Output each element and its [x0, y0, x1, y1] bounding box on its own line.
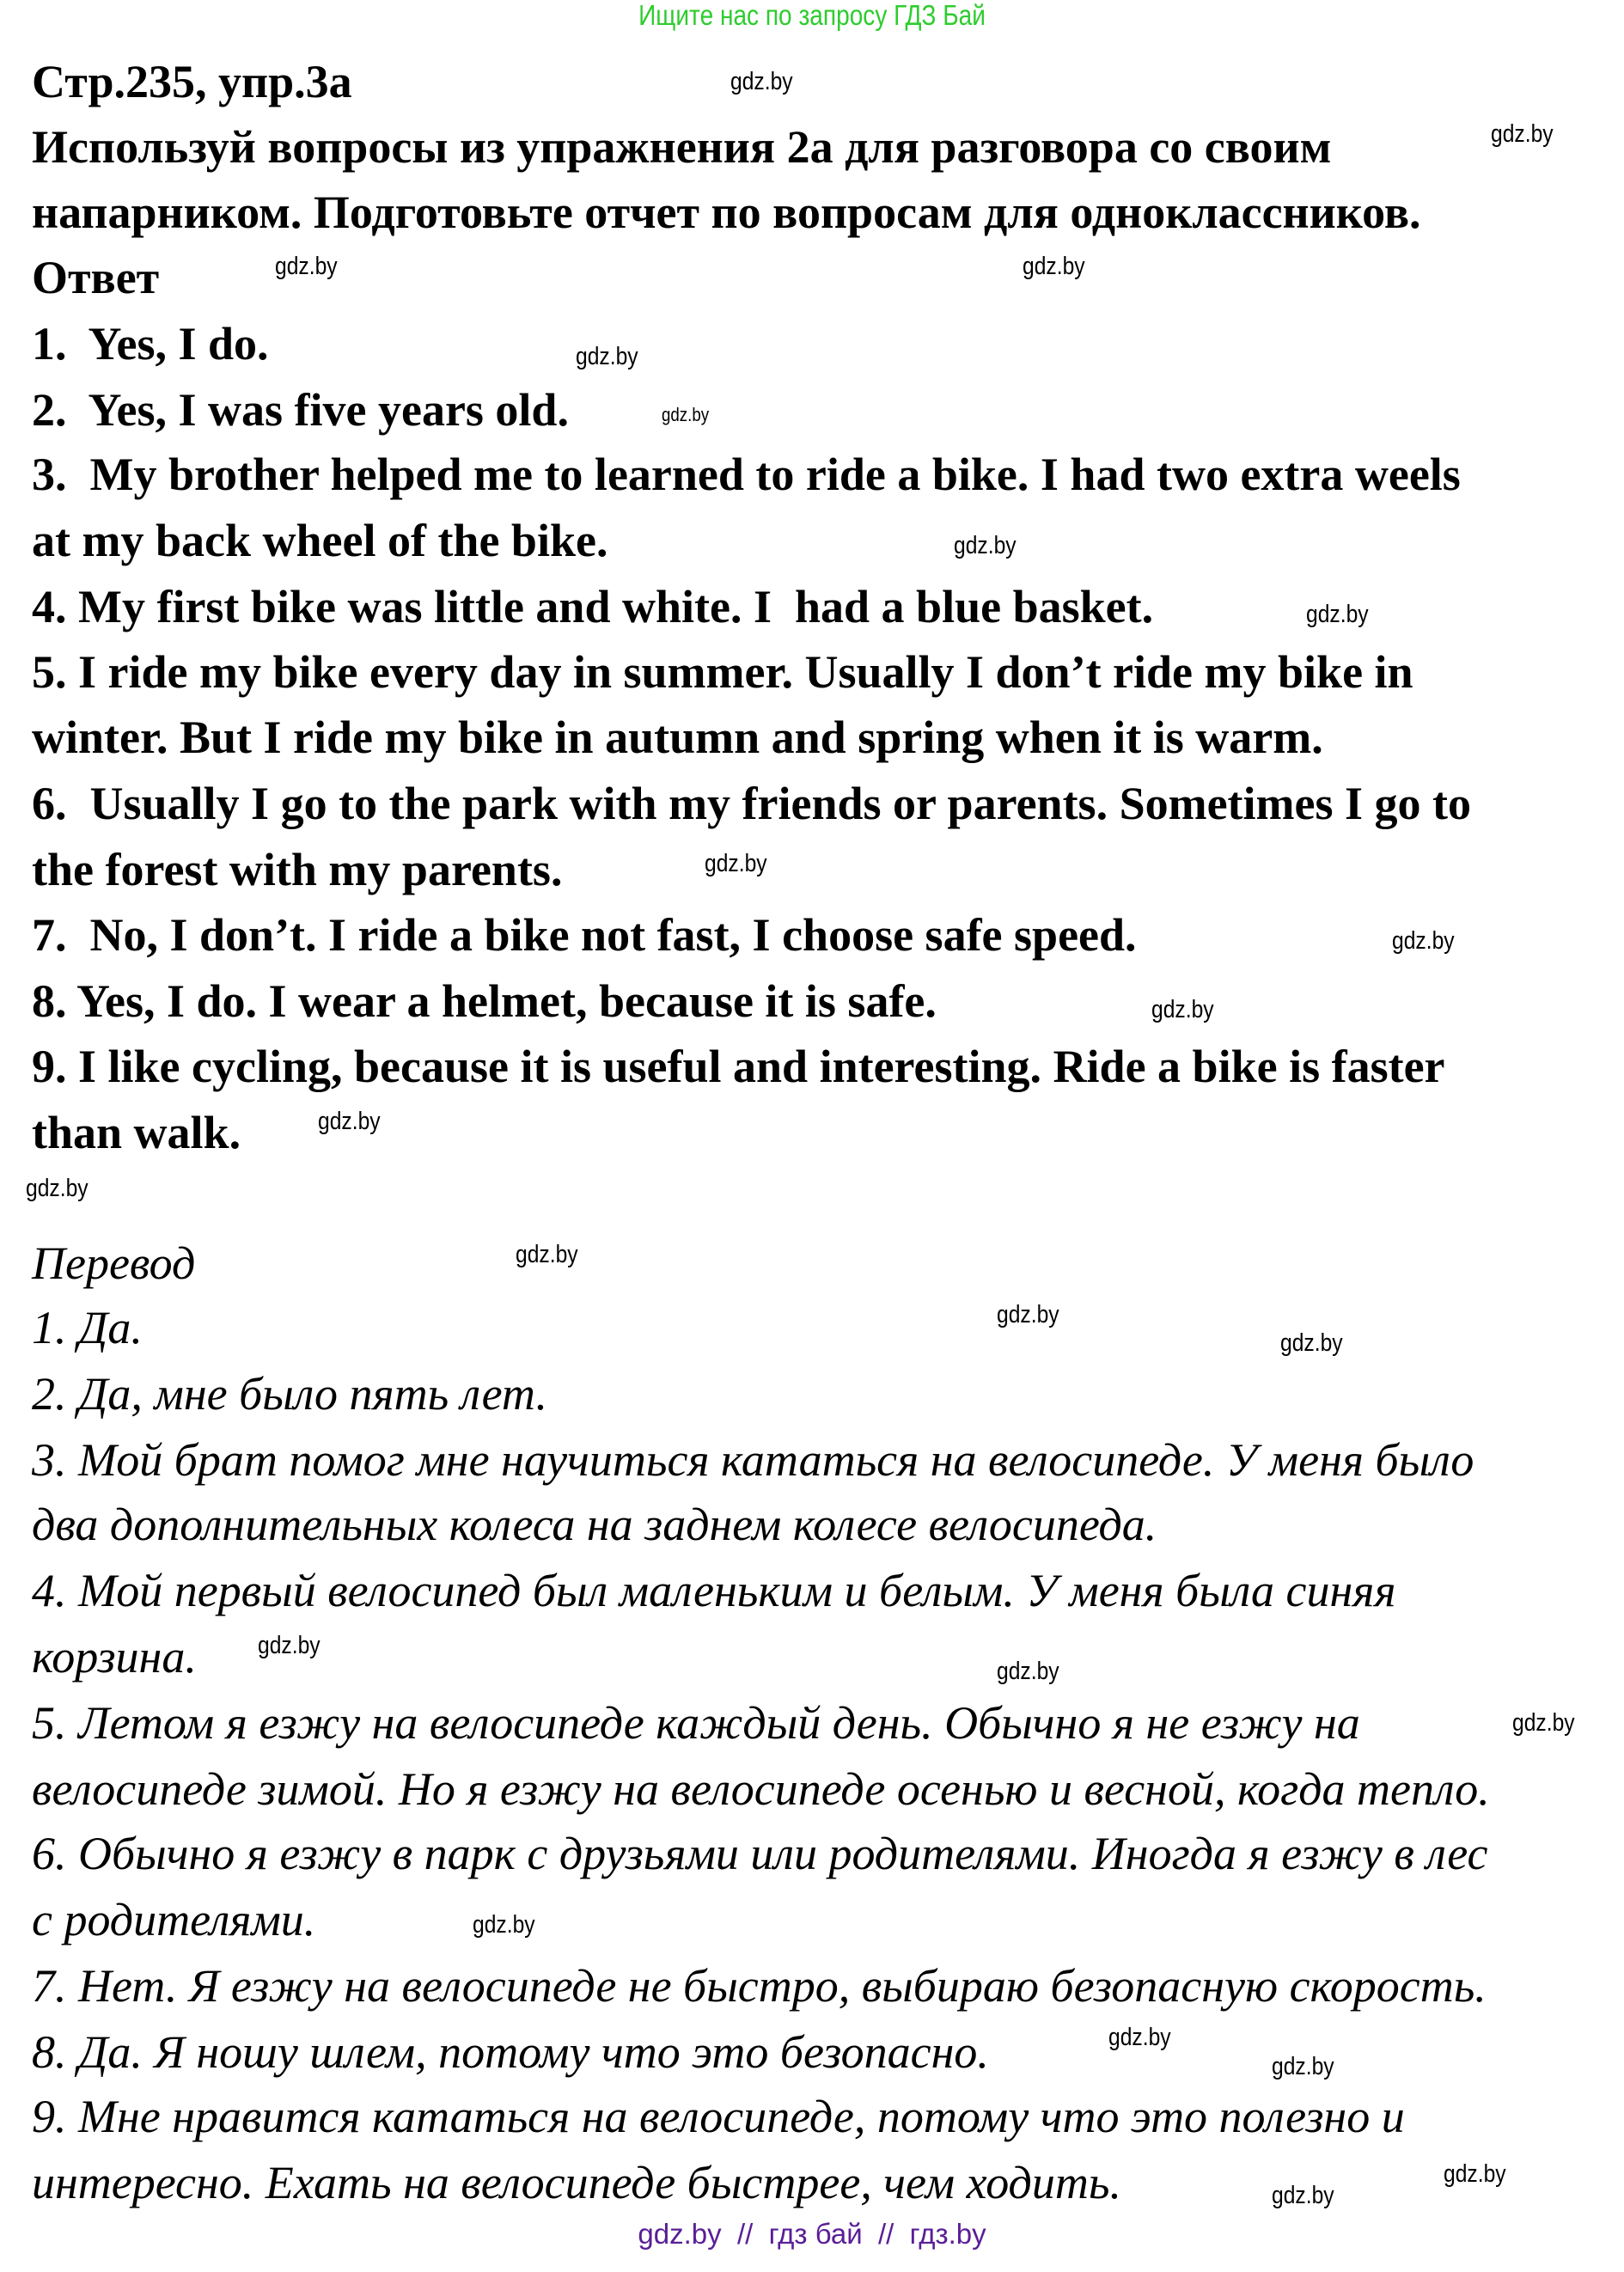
watermark: gdz.by	[1512, 1709, 1575, 1737]
answer-line: the forest with my parents.	[32, 844, 563, 895]
watermark: gdz.by	[705, 850, 767, 877]
watermark: gdz.by	[576, 343, 638, 370]
translation-line: 2. Да, мне было пять лет.	[32, 1368, 547, 1420]
answer-line: 7. No, I don’t. I ride a bike not fast, I choose safe speed.	[32, 909, 1137, 961]
watermark: gdz.by	[1151, 996, 1214, 1023]
translation-line: 7. Нет. Я езжу на велосипеде не быстро, выбираю безопасную скорость.	[32, 1960, 1487, 2012]
answer-line: 6. Usually I go to the park with my friends or parents. Sometimes I go to	[32, 778, 1472, 829]
watermark: gdz.by	[516, 1241, 578, 1268]
answer-line: 5. I ride my bike every day in summer. Usually I don’t ride my bike in	[32, 646, 1413, 698]
instruction-line: напарником. Подготовьте отчет по вопросам для одноклассников.	[32, 186, 1421, 238]
translation-line: 3. Мой брат помог мне научиться кататься на велосипеде. У меня было	[32, 1434, 1474, 1486]
watermark: gdz.by	[275, 253, 338, 280]
translation-line: велосипеде зимой. Но я езжу на велосипеде осенью и весной, когда тепло.	[32, 1763, 1490, 1815]
answer-line: at my back wheel of the bike.	[32, 515, 608, 566]
watermark: gdz.by	[1023, 253, 1085, 280]
translation-heading: Перевод	[32, 1237, 196, 1289]
watermark: gdz.by	[662, 404, 710, 425]
watermark: gdz.by	[1392, 927, 1455, 955]
watermark: gdz.by	[318, 1108, 381, 1135]
watermark: gdz.by	[1108, 2024, 1171, 2051]
page-title: Стр.235, упр.3а	[32, 56, 352, 107]
footer-links: gdz.by // гдз бай // гдз.by	[638, 2218, 986, 2250]
answer-line: 1. Yes, I do.	[32, 318, 269, 370]
answer-line: 8. Yes, I do. I wear a helmet, because it is safe.	[32, 975, 937, 1027]
watermark: gdz.by	[1491, 120, 1554, 148]
translation-line: с родителями.	[32, 1894, 316, 1945]
watermark: gdz.by	[954, 532, 1017, 559]
translation-line: 9. Мне нравится кататься на велосипеде, потому что это полезно и	[32, 2091, 1405, 2142]
translation-line: 5. Летом я езжу на велосипеде каждый день. Обычно я не езжу на	[32, 1697, 1360, 1749]
watermark: gdz.by	[1444, 2160, 1506, 2188]
translation-line: интересно. Ехать на велосипеде быстрее, чем ходить.	[32, 2157, 1121, 2208]
watermark: gdz.by	[1280, 1329, 1343, 1357]
watermark: gdz.by	[997, 1301, 1059, 1328]
answer-line: 3. My brother helped me to learned to ride a bike. I had two extra weels	[32, 449, 1461, 500]
translation-line: два дополнительных колеса на заднем колесе велосипеда.	[32, 1499, 1157, 1550]
watermark: gdz.by	[997, 1658, 1059, 1685]
answer-heading: Ответ	[32, 252, 160, 303]
watermark: gdz.by	[258, 1632, 321, 1659]
answer-line: than walk.	[32, 1107, 241, 1158]
answer-line: winter. But I ride my bike in autumn and spring when it is warm.	[32, 712, 1323, 763]
translation-line: корзина.	[32, 1631, 197, 1683]
translation-line: 1. Да.	[32, 1302, 143, 1353]
translation-line: 6. Обычно я езжу в парк с друзьями или родителями. Иногда я езжу в лес	[32, 1828, 1488, 1879]
search-banner: Ищите нас по запросу ГДЗ Бай	[638, 0, 986, 31]
watermark: gdz.by	[1306, 601, 1369, 628]
answer-line: 4. My first bike was little and white. I had a blue basket.	[32, 581, 1154, 632]
translation-line: 4. Мой первый велосипед был маленьким и белым. У меня была синяя	[32, 1565, 1396, 1616]
watermark: gdz.by	[730, 68, 793, 95]
watermark: gdz.by	[473, 1911, 535, 1939]
watermark: gdz.by	[26, 1175, 89, 1202]
answer-line: 9. I like cycling, because it is useful and interesting. Ride a bike is faster	[32, 1041, 1445, 1092]
translation-line: 8. Да. Я ношу шлем, потому что это безопасно.	[32, 2026, 989, 2078]
answer-line: 2. Yes, I was five years old.	[32, 384, 569, 436]
watermark: gdz.by	[1272, 2182, 1334, 2209]
watermark: gdz.by	[1272, 2053, 1334, 2080]
instruction-line: Используй вопросы из упражнения 2а для разговора со своим	[32, 121, 1332, 173]
